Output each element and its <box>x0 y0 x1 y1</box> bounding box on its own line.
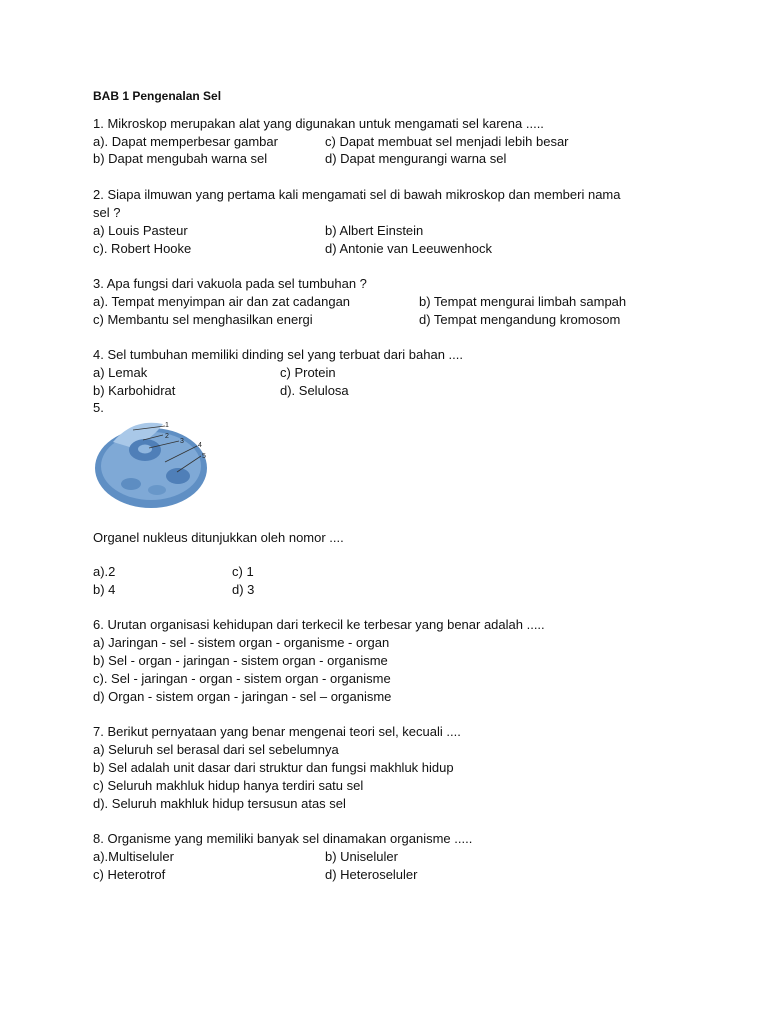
question-5-option-b: b) 4 <box>93 582 116 597</box>
question-6-stem: 6. Urutan organisasi kehidupan dari terkecil ke terbesar yang benar adalah ..... <box>93 617 545 632</box>
question-8-option-b: b) Uniseluler <box>325 849 398 864</box>
nucleolus-shape <box>138 445 152 454</box>
question-1-option-b: b) Dapat mengubah warna sel <box>93 151 268 166</box>
question-3-option-a: a). Tempat menyimpan air dan zat cadangan <box>93 294 351 309</box>
figure-label-5: 5 <box>202 453 206 460</box>
question-3-option-c: c) Membantu sel menghasilkan energi <box>93 312 313 327</box>
question-6-option-a: a) Jaringan - sel - sistem organ - organisme - organ <box>93 635 390 650</box>
question-1-option-d: d) Dapat mengurangi warna sel <box>325 151 507 166</box>
question-3-option-d: d) Tempat mengandung kromosom <box>419 312 621 327</box>
figure-label-4: 4 <box>198 442 202 449</box>
question-2-option-d: d) Antonie van Leeuwenhock <box>325 241 492 256</box>
question-4-option-d: d). Selulosa <box>280 383 349 398</box>
question-5-option-a: a).2 <box>93 564 116 579</box>
question-5-stem: 5. <box>93 400 104 415</box>
question-8-option-c: c) Heterotrof <box>93 867 166 882</box>
plant-cell-diagram <box>93 414 223 512</box>
question-3-option-b: b) Tempat mengurai limbah sampah <box>419 294 627 309</box>
question-6-option-b: b) Sel - organ - jaringan - sistem organ - organisme <box>93 653 388 668</box>
question-7-stem: 7. Berikut pernyataan yang benar mengenai teori sel, kecuali .... <box>93 724 461 739</box>
question-6-option-c: c). Sel - jaringan - organ - sistem organ - organisme <box>93 671 391 686</box>
chloroplast-shape <box>166 468 190 484</box>
question-5-prompt: Organel nukleus ditunjukkan oleh nomor .... <box>93 530 344 545</box>
figure-label-2: 2 <box>165 433 169 440</box>
page-title: BAB 1 Pengenalan Sel <box>93 89 222 103</box>
question-8-stem: 8. Organisme yang memiliki banyak sel dinamakan organisme ..... <box>93 831 473 846</box>
question-3-stem: 3. Apa fungsi dari vakuola pada sel tumbuhan ? <box>93 276 367 291</box>
question-7-option-d: d). Seluruh makhluk hidup tersusun atas sel <box>93 796 346 811</box>
question-7-option-a: a) Seluruh sel berasal dari sel sebelumnya <box>93 742 339 757</box>
question-2-stem: 2. Siapa ilmuwan yang pertama kali mengamati sel di bawah mikroskop dan memberi nama <box>93 187 621 202</box>
question-2-option-c: c). Robert Hooke <box>93 241 192 256</box>
question-1-option-c: c) Dapat membuat sel menjadi lebih besar <box>325 134 569 149</box>
question-4-option-c: c) Protein <box>280 365 336 380</box>
question-2-option-a: a) Louis Pasteur <box>93 223 188 238</box>
question-2-stem-continued: sel ? <box>93 205 121 220</box>
organelle-shape <box>121 478 141 490</box>
organelle-shape <box>148 485 166 495</box>
question-2-option-b: b) Albert Einstein <box>325 223 424 238</box>
figure-label-3: 3 <box>180 438 184 445</box>
question-4-option-b: b) Karbohidrat <box>93 383 176 398</box>
question-7-option-c: c) Seluruh makhluk hidup hanya terdiri satu sel <box>93 778 364 793</box>
question-1-option-a: a). Dapat memperbesar gambar <box>93 134 278 149</box>
question-7-option-b: b) Sel adalah unit dasar dari struktur dan fungsi makhluk hidup <box>93 760 454 775</box>
question-1-stem: 1. Mikroskop merupakan alat yang digunakan untuk mengamati sel karena ..... <box>93 116 544 131</box>
question-5-option-d: d) 3 <box>232 582 255 597</box>
question-4-option-a: a) Lemak <box>93 365 148 380</box>
question-5-option-c: c) 1 <box>232 564 254 579</box>
question-8-option-d: d) Heteroseluler <box>325 867 418 882</box>
plant-cell-illustration <box>93 414 223 512</box>
question-4-stem: 4. Sel tumbuhan memiliki dinding sel yang terbuat dari bahan .... <box>93 347 463 362</box>
question-6-option-d: d) Organ - sistem organ - jaringan - sel – organisme <box>93 689 392 704</box>
question-8-option-a: a).Multiseluler <box>93 849 174 864</box>
figure-label-1: 1 <box>165 422 169 429</box>
